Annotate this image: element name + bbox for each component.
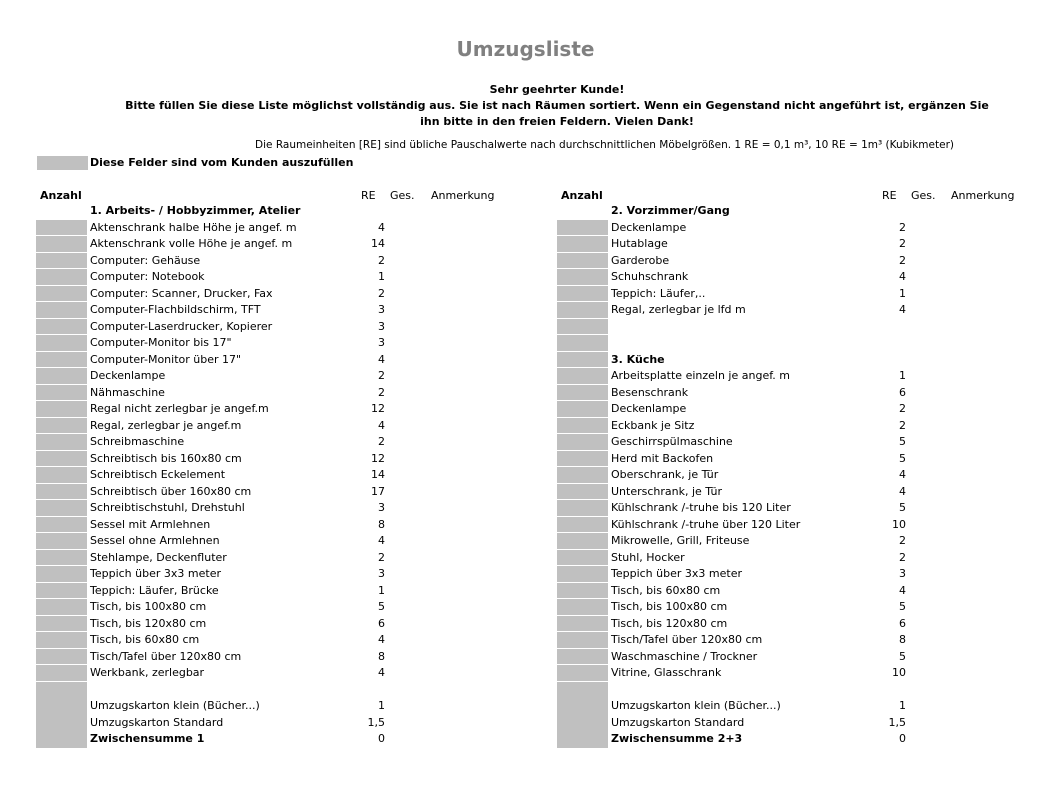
right-re-value: 2	[899, 550, 906, 564]
right-quantity-input[interactable]	[557, 220, 608, 237]
left-re-value: 14	[371, 468, 385, 481]
left-quantity-input[interactable]	[36, 731, 87, 748]
left-list-row	[36, 319, 516, 336]
right-list-row	[557, 517, 1037, 534]
left-list-row	[36, 434, 516, 451]
left-list-row	[36, 665, 516, 682]
left-re-value: 2	[378, 253, 385, 267]
legend-text: Diese Felder sind vom Kunden auszufüllen	[90, 156, 354, 169]
right-item-label: 2. Vorzimmer/Gang	[611, 204, 730, 217]
left-header-anzahl: Anzahl	[40, 189, 82, 202]
right-list-row	[557, 484, 1037, 501]
left-re-value: 4	[378, 534, 385, 547]
left-item-label: Schreibtischstuhl, Drehstuhl	[90, 501, 245, 514]
left-quantity-input[interactable]	[36, 401, 87, 418]
right-quantity-input[interactable]	[557, 583, 608, 600]
left-re-value: 17	[371, 484, 385, 498]
right-quantity-input[interactable]	[557, 253, 608, 270]
left-item-label: Computer: Gehäuse	[90, 253, 201, 267]
left-quantity-input[interactable]	[36, 698, 87, 715]
right-list-row	[557, 665, 1037, 682]
right-quantity-input[interactable]	[557, 269, 608, 286]
left-list-row	[36, 616, 516, 633]
left-item-label: Schreibtisch über 160x80 cm	[90, 484, 252, 498]
left-item-label: Umzugskarton Standard	[90, 715, 224, 729]
right-quantity-input[interactable]	[557, 467, 608, 484]
left-list-row	[36, 566, 516, 583]
right-item-label: Tisch, bis 100x80 cm	[611, 600, 728, 613]
right-list-row	[557, 335, 1037, 352]
left-list-row	[36, 682, 516, 699]
right-list-row	[557, 451, 1037, 468]
right-quantity-input[interactable]	[557, 533, 608, 550]
left-re-value: 6	[378, 616, 385, 630]
right-quantity-input[interactable]	[557, 352, 608, 369]
left-item-label: Teppich über 3x3 meter	[90, 567, 221, 580]
left-header-re: RE	[361, 189, 376, 202]
left-header-ges: Ges.	[390, 189, 415, 202]
left-item-label: Computer-Flachbildschirm, TFT	[90, 303, 261, 316]
right-quantity-input[interactable]	[557, 698, 608, 715]
right-re-value: 1	[899, 699, 906, 712]
left-item-label: Schreibtisch Eckelement	[90, 468, 226, 481]
right-re-value: 2	[899, 534, 906, 547]
right-re-value: 2	[899, 220, 906, 234]
left-item-label: Deckenlampe	[90, 369, 166, 382]
right-list-row	[557, 632, 1037, 649]
left-item-label: Tisch, bis 60x80 cm	[90, 633, 200, 646]
right-re-value: 10	[892, 517, 906, 531]
right-item-label: 3. Küche	[611, 352, 665, 366]
left-re-value: 8	[378, 649, 385, 663]
left-quantity-input[interactable]	[36, 583, 87, 600]
right-re-value: 5	[899, 435, 906, 448]
left-header-anmerkung: Anmerkung	[431, 189, 495, 202]
right-quantity-input[interactable]	[557, 335, 608, 352]
right-re-value: 4	[899, 468, 906, 481]
right-re-value: 3	[899, 567, 906, 580]
left-quantity-input[interactable]	[36, 269, 87, 286]
right-list-row	[557, 550, 1037, 567]
right-quantity-input[interactable]	[557, 665, 608, 682]
right-list-row	[557, 616, 1037, 633]
left-list-row	[36, 467, 516, 484]
right-list-row	[557, 682, 1037, 699]
left-list-row	[36, 632, 516, 649]
left-quantity-input[interactable]	[36, 319, 87, 336]
re-explanation: Die Raumeinheiten [RE] sind übliche Pauschalwerte nach durchschnittlichen Möbelgrößen. 1 RE = 0,1 m³, 10 RE = 1m³ (Kubikmeter)	[255, 139, 954, 151]
right-list-row	[557, 583, 1037, 600]
left-quantity-input[interactable]	[36, 302, 87, 319]
right-list-row	[557, 368, 1037, 385]
right-header-anmerkung: Anmerkung	[951, 189, 1015, 202]
left-list-row	[36, 253, 516, 270]
right-list-row	[557, 418, 1037, 435]
right-column	[557, 203, 1037, 748]
right-list-row	[557, 434, 1037, 451]
left-item-label: Tisch, bis 100x80 cm	[90, 600, 207, 613]
right-header-anzahl: Anzahl	[561, 189, 603, 202]
right-list-row	[557, 533, 1037, 550]
right-list-row	[557, 566, 1037, 583]
left-quantity-input[interactable]	[36, 599, 87, 616]
right-re-value: 5	[899, 451, 906, 465]
left-item-label: Regal nicht zerlegbar je angef.m	[90, 402, 269, 415]
left-item-label: Zwischensumme 1	[90, 732, 205, 745]
left-quantity-input[interactable]	[36, 352, 87, 369]
left-list-row	[36, 484, 516, 501]
right-list-row	[557, 401, 1037, 418]
page-title: Umzugsliste	[456, 37, 595, 61]
left-item-label: Computer: Notebook	[90, 270, 205, 283]
left-re-value: 3	[378, 319, 385, 333]
right-item-label: Kühlschrank /-truhe über 120 Liter	[611, 517, 801, 531]
right-item-label: Tisch, bis 120x80 cm	[611, 616, 728, 630]
right-re-value: 0	[899, 732, 906, 745]
right-list-row	[557, 385, 1037, 402]
right-re-value: 6	[899, 385, 906, 399]
right-re-value: 5	[899, 501, 906, 514]
right-item-label: Hutablage	[611, 237, 668, 250]
right-list-row	[557, 649, 1037, 666]
left-item-label: Aktenschrank halbe Höhe je angef. m	[90, 220, 297, 234]
right-item-label: Vitrine, Glasschrank	[611, 666, 722, 679]
left-list-row	[36, 335, 516, 352]
right-quantity-input[interactable]	[557, 632, 608, 649]
right-re-value: 5	[899, 600, 906, 613]
left-re-value: 4	[378, 666, 385, 679]
right-quantity-input[interactable]	[557, 385, 608, 402]
left-item-label: Stehlampe, Deckenfluter	[90, 550, 227, 564]
left-re-value: 4	[378, 352, 385, 366]
right-list-row	[557, 467, 1037, 484]
left-re-value: 12	[371, 451, 385, 465]
right-item-label: Besenschrank	[611, 385, 689, 399]
right-list-row	[557, 253, 1037, 270]
left-item-label: 1. Arbeits- / Hobbyzimmer, Atelier	[90, 204, 301, 217]
left-quantity-input[interactable]	[36, 517, 87, 534]
left-list-row	[36, 533, 516, 550]
right-item-label: Eckbank je Sitz	[611, 418, 695, 432]
right-re-value: 4	[899, 270, 906, 283]
left-re-value: 2	[378, 385, 385, 399]
left-item-label: Tisch, bis 120x80 cm	[90, 616, 207, 630]
left-quantity-input[interactable]	[36, 418, 87, 435]
right-re-value: 2	[899, 253, 906, 267]
right-list-row	[557, 599, 1037, 616]
left-item-label: Computer: Scanner, Drucker, Fax	[90, 286, 273, 300]
left-re-value: 1,5	[367, 715, 385, 729]
right-item-label: Umzugskarton klein (Bücher...)	[611, 699, 781, 712]
right-quantity-input[interactable]	[557, 484, 608, 501]
left-quantity-input[interactable]	[36, 335, 87, 352]
right-quantity-input[interactable]	[557, 302, 608, 319]
left-item-label: Sessel mit Armlehnen	[90, 517, 211, 531]
left-quantity-input[interactable]	[36, 665, 87, 682]
right-quantity-input[interactable]	[557, 286, 608, 303]
right-quantity-input[interactable]	[557, 500, 608, 517]
right-quantity-input[interactable]	[557, 368, 608, 385]
left-quantity-input[interactable]	[36, 500, 87, 517]
right-item-label: Unterschrank, je Tür	[611, 484, 722, 498]
left-quantity-input[interactable]	[36, 286, 87, 303]
left-re-value: 3	[378, 303, 385, 316]
instruction-line-1: Bitte füllen Sie diese Liste möglichst vollständig aus. Sie ist nach Räumen sortiert. Wenn ein Gegenstand nicht angeführt ist, ergänzen Sie	[125, 99, 989, 112]
right-item-label: Garderobe	[611, 253, 670, 267]
right-quantity-input[interactable]	[557, 616, 608, 633]
right-re-value: 4	[899, 583, 906, 597]
right-list-row	[557, 302, 1037, 319]
right-item-label: Deckenlampe	[611, 220, 687, 234]
right-item-label: Teppich über 3x3 meter	[611, 567, 742, 580]
right-quantity-input[interactable]	[557, 566, 608, 583]
right-item-label: Waschmaschine / Trockner	[611, 649, 758, 663]
left-item-label: Schreibmaschine	[90, 435, 185, 448]
right-re-value: 5	[899, 649, 906, 663]
left-list-row	[36, 269, 516, 286]
left-list-row	[36, 203, 516, 220]
left-quantity-input[interactable]	[36, 550, 87, 567]
left-list-row	[36, 418, 516, 435]
right-list-row	[557, 715, 1037, 732]
right-list-row	[557, 500, 1037, 517]
left-list-row	[36, 583, 516, 600]
left-re-value: 4	[378, 220, 385, 234]
left-list-row	[36, 731, 516, 748]
left-list-row	[36, 236, 516, 253]
right-re-value: 1	[899, 369, 906, 382]
right-item-label: Regal, zerlegbar je lfd m	[611, 303, 746, 316]
right-header-ges: Ges.	[911, 189, 936, 202]
right-re-value: 2	[899, 418, 906, 432]
right-quantity-input[interactable]	[557, 434, 608, 451]
left-re-value: 2	[378, 435, 385, 448]
right-item-label: Zwischensumme 2+3	[611, 732, 743, 745]
left-item-label: Computer-Laserdrucker, Kopierer	[90, 319, 273, 333]
right-re-value: 10	[892, 666, 906, 679]
left-quantity-input[interactable]	[36, 616, 87, 633]
left-item-label: Teppich: Läufer, Brücke	[90, 583, 219, 597]
right-list-row	[557, 269, 1037, 286]
left-list-row	[36, 500, 516, 517]
greeting: Sehr geehrter Kunde!	[489, 83, 625, 96]
left-quantity-input[interactable]	[36, 385, 87, 402]
left-list-row	[36, 385, 516, 402]
left-quantity-input[interactable]	[36, 253, 87, 270]
right-re-value: 8	[899, 633, 906, 646]
left-list-row	[36, 352, 516, 369]
right-item-label: Tisch/Tafel über 120x80 cm	[611, 633, 763, 646]
right-re-value: 4	[899, 303, 906, 316]
left-item-label: Werkbank, zerlegbar	[90, 666, 205, 679]
right-list-row	[557, 286, 1037, 303]
left-re-value: 4	[378, 418, 385, 432]
right-re-value: 4	[899, 484, 906, 498]
right-quantity-input[interactable]	[557, 599, 608, 616]
left-item-label: Regal, zerlegbar je angef.m	[90, 418, 242, 432]
left-quantity-input[interactable]	[36, 566, 87, 583]
right-list-row	[557, 220, 1037, 237]
left-list-row	[36, 517, 516, 534]
left-list-row	[36, 599, 516, 616]
left-quantity-input[interactable]	[36, 649, 87, 666]
left-re-value: 3	[378, 567, 385, 580]
left-re-value: 2	[378, 286, 385, 300]
left-quantity-input[interactable]	[36, 434, 87, 451]
left-item-label: Nähmaschine	[90, 385, 165, 399]
right-quantity-input[interactable]	[557, 715, 608, 732]
left-quantity-input[interactable]	[36, 533, 87, 550]
left-quantity-input[interactable]	[36, 682, 87, 699]
instruction-line-2: ihn bitte in den freien Feldern. Vielen Dank!	[420, 115, 694, 128]
left-quantity-input[interactable]	[36, 467, 87, 484]
left-re-value: 8	[378, 517, 385, 531]
left-item-label: Tisch/Tafel über 120x80 cm	[90, 649, 242, 663]
left-quantity-input[interactable]	[36, 484, 87, 501]
left-item-label: Umzugskarton klein (Bücher...)	[90, 699, 260, 712]
left-item-label: Schreibtisch bis 160x80 cm	[90, 451, 242, 465]
right-quantity-input[interactable]	[557, 649, 608, 666]
left-list-row	[36, 302, 516, 319]
left-re-value: 4	[378, 633, 385, 646]
left-list-row	[36, 401, 516, 418]
left-quantity-input[interactable]	[36, 368, 87, 385]
right-item-label: Herd mit Backofen	[611, 451, 714, 465]
left-re-value: 3	[378, 336, 385, 349]
right-re-value: 2	[899, 402, 906, 415]
right-item-label: Kühlschrank /-truhe bis 120 Liter	[611, 501, 791, 514]
right-quantity-input[interactable]	[557, 682, 608, 699]
right-quantity-input[interactable]	[557, 319, 608, 336]
left-quantity-input[interactable]	[36, 451, 87, 468]
left-re-value: 12	[371, 402, 385, 415]
right-item-label: Teppich: Läufer,..	[611, 286, 706, 300]
left-item-label: Aktenschrank volle Höhe je angef. m	[90, 237, 293, 250]
left-list-row	[36, 649, 516, 666]
left-quantity-input[interactable]	[36, 632, 87, 649]
left-quantity-input[interactable]	[36, 236, 87, 253]
left-column	[36, 203, 516, 748]
right-quantity-input[interactable]	[557, 236, 608, 253]
right-quantity-input[interactable]	[557, 517, 608, 534]
right-item-label: Oberschrank, je Tür	[611, 468, 719, 481]
left-list-row	[36, 715, 516, 732]
left-re-value: 0	[378, 732, 385, 745]
left-item-label: Computer-Monitor bis 17"	[90, 336, 232, 349]
left-list-row	[36, 286, 516, 303]
left-item-label: Computer-Monitor über 17"	[90, 352, 242, 366]
left-re-value: 2	[378, 369, 385, 382]
right-quantity-input[interactable]	[557, 550, 608, 567]
right-item-label: Umzugskarton Standard	[611, 715, 745, 729]
right-item-label: Arbeitsplatte einzeln je angef. m	[611, 369, 790, 382]
right-item-label: Deckenlampe	[611, 402, 687, 415]
left-item-label: Sessel ohne Armlehnen	[90, 534, 220, 547]
right-item-label: Stuhl, Hocker	[611, 550, 685, 564]
left-re-value: 1	[378, 583, 385, 597]
right-list-row	[557, 352, 1037, 369]
left-re-value: 1	[378, 699, 385, 712]
left-re-value: 14	[371, 237, 385, 250]
left-list-row	[36, 220, 516, 237]
left-quantity-input[interactable]	[36, 715, 87, 732]
left-quantity-input[interactable]	[36, 220, 87, 237]
right-item-label: Schuhschrank	[611, 270, 689, 283]
left-re-value: 3	[378, 501, 385, 514]
right-item-label: Geschirrspülmaschine	[611, 435, 733, 448]
right-header-re: RE	[882, 189, 897, 202]
right-re-value: 6	[899, 616, 906, 630]
right-list-row	[557, 698, 1037, 715]
right-quantity-input[interactable]	[557, 418, 608, 435]
right-quantity-input[interactable]	[557, 401, 608, 418]
left-re-value: 5	[378, 600, 385, 613]
right-re-value: 1,5	[888, 715, 906, 729]
right-re-value: 1	[899, 286, 906, 300]
right-quantity-input[interactable]	[557, 451, 608, 468]
right-list-row	[557, 731, 1037, 748]
right-list-row	[557, 319, 1037, 336]
right-list-row	[557, 236, 1037, 253]
left-re-value: 1	[378, 270, 385, 283]
right-re-value: 2	[899, 237, 906, 250]
right-item-label: Tisch, bis 60x80 cm	[611, 583, 721, 597]
right-item-label: Mikrowelle, Grill, Friteuse	[611, 534, 750, 547]
left-list-row	[36, 451, 516, 468]
left-re-value: 2	[378, 550, 385, 564]
right-list-row	[557, 203, 1037, 220]
legend-swatch	[36, 155, 89, 171]
right-quantity-input[interactable]	[557, 731, 608, 748]
left-list-row	[36, 550, 516, 567]
left-list-row	[36, 368, 516, 385]
left-list-row	[36, 698, 516, 715]
